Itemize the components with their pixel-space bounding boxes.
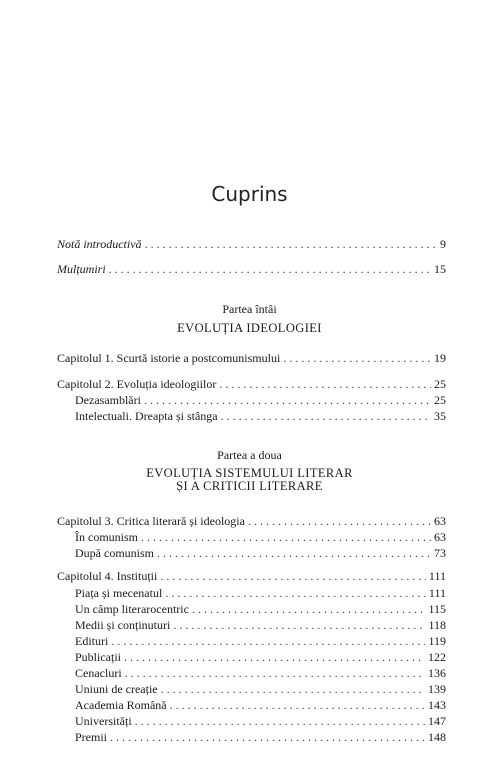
dot-leader [219,377,431,392]
part-2-title-line-1: EVOLUȚIA SISTEMULUI LITERAR [146,466,353,480]
entry-label: Premii [75,730,107,744]
entry-page: 119 [428,634,446,648]
toc-entry-publicatii[interactable] [75,650,446,665]
entry-label: Cenacluri [75,666,122,680]
toc-entry-camp-literarocentric[interactable] [75,602,446,617]
toc-entry-chapter-2[interactable] [57,377,446,392]
dot-leader [157,546,431,561]
entry-label: Medii și conținuturi [75,618,171,632]
dot-leader [221,409,431,424]
entry-label: Piața și mecenatul [75,586,163,600]
entry-page: 147 [428,714,446,728]
dot-leader [141,530,431,545]
entry-page: 19 [434,351,446,365]
entry-page: 35 [434,409,446,423]
dot-leader [283,351,431,366]
dot-leader [110,730,425,745]
entry-page: 143 [428,698,446,712]
entry-label: Capitolul 3. Critica literară și ideologia [57,514,245,528]
part-1-title: EVOLUȚIA IDEOLOGIEI [177,321,322,335]
entry-page: 63 [434,514,446,528]
entry-label: Universități [75,714,132,728]
toc-entry-edituri[interactable] [75,634,446,649]
part-2-title-line-2: ȘI A CRITICII LITERARE [176,479,323,493]
toc-entry-chapter-4[interactable] [57,569,446,584]
entry-label: Academia Română [75,698,167,712]
toc-entry-uniuni[interactable] [75,682,446,697]
entry-label: Edituri [75,634,109,648]
entry-label: În comunism [75,530,138,544]
entry-page: 148 [428,730,446,744]
toc-entry-intelectuali[interactable] [75,409,446,424]
dot-leader [124,650,425,665]
dot-leader [111,634,425,649]
entry-page: 136 [428,666,446,680]
entry-page: 73 [434,546,446,560]
entry-label: Dezasamblări [75,393,141,407]
toc-entry-piata[interactable] [75,586,446,601]
dot-leader [165,586,426,601]
toc-entry-academia[interactable] [75,698,446,713]
entry-label: Uniuni de creație [75,682,158,696]
toc-entry-dupa-comunism[interactable] [75,546,446,561]
toc-entry-universitati[interactable] [75,714,446,729]
toc-entry-in-comunism[interactable] [75,530,446,545]
toc-entry-premii[interactable] [75,730,446,745]
entry-label: Capitolul 4. Instituții [57,569,158,583]
entry-label: După comunism [75,546,154,560]
part-1-label: Partea întâi [222,302,277,316]
entry-page: 115 [428,602,446,616]
entry-label: Intelectuali. Dreapta și stânga [75,409,218,423]
entry-page: 118 [428,618,446,632]
toc-entry-cenacluri[interactable] [75,666,446,681]
entry-label: Capitolul 1. Scurtă istorie a postcomunismului [57,351,281,365]
toc-entry-medii[interactable] [75,618,446,633]
entry-page: 139 [428,682,446,696]
entry-label: Notă introductivă [57,237,142,251]
toc-entry-dezasamblari[interactable] [75,393,446,408]
dot-leader [173,618,425,633]
dot-leader [135,714,425,729]
entry-page: 25 [434,377,446,391]
dot-leader [192,602,425,617]
page-title: Cuprins [211,182,288,206]
part-2-label: Partea a doua [217,448,282,462]
dot-leader [125,666,425,681]
toc-entry-nota-introductiva[interactable] [57,237,446,252]
toc-entry-multumiri[interactable] [57,262,446,277]
dot-leader [248,514,431,529]
entry-page: 9 [440,237,446,251]
entry-page: 111 [428,569,446,583]
toc-entry-chapter-3[interactable] [57,514,446,529]
entry-label: Publicații [75,650,121,664]
toc-entry-chapter-1[interactable] [57,351,446,366]
entry-page: 63 [434,530,446,544]
dot-leader [145,237,437,252]
entry-label: Un câmp literarocentric [75,602,189,616]
dot-leader [144,393,431,408]
dot-leader [160,569,426,584]
entry-page: 15 [434,262,446,276]
entry-label: Capitolul 2. Evoluția ideologiilor [57,377,217,391]
dot-leader [109,262,431,277]
entry-label: Mulțumiri [57,262,106,276]
entry-page: 122 [428,650,446,664]
entry-page: 111 [428,586,446,600]
dot-leader [170,698,425,713]
dot-leader [161,682,425,697]
entry-page: 25 [434,393,446,407]
